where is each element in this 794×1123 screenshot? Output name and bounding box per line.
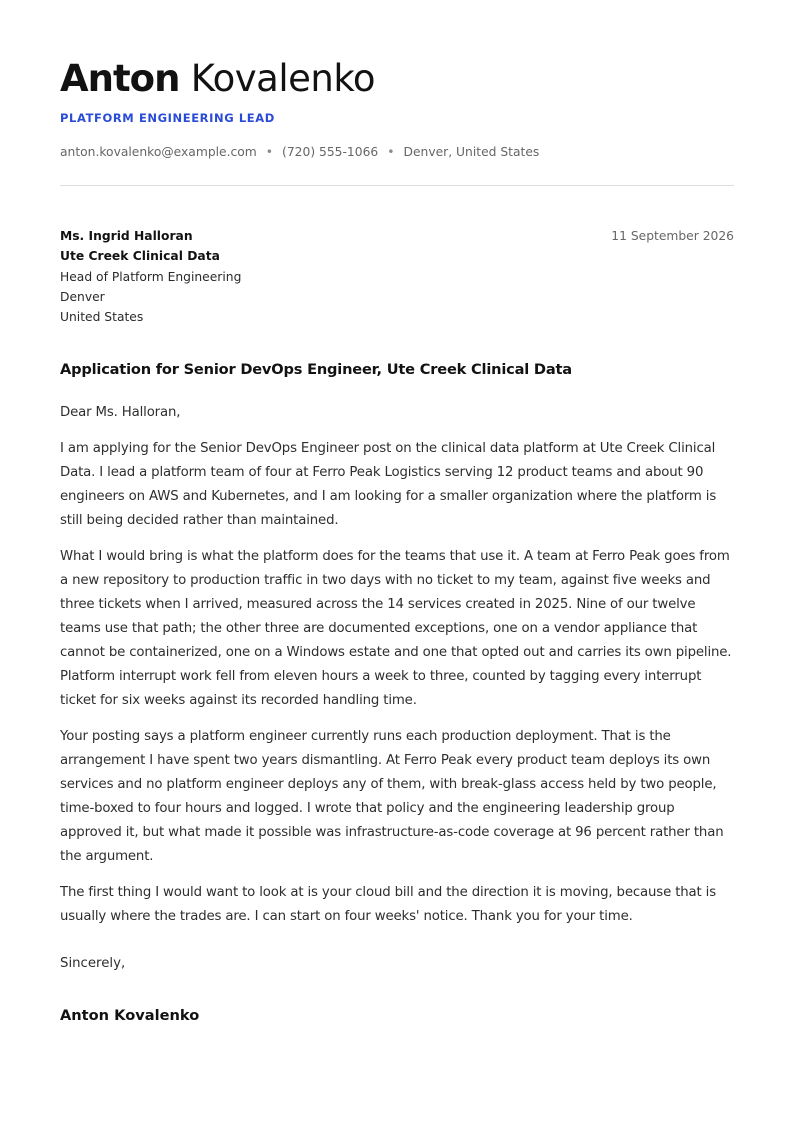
contact-separator: • [387,145,395,159]
applicant-first-name: Anton [60,57,180,100]
letter-date: 11 September 2026 [611,229,734,243]
contact-line [60,145,539,159]
recipient-block [60,226,241,327]
closing: Sincerely, [60,956,126,971]
applicant-role: PLATFORM ENGINEERING LEAD [60,111,275,125]
recipient-name: Ms. Ingrid Halloran [60,229,193,243]
recipient-country: United States [60,310,144,325]
header-divider [60,185,734,186]
applicant-name [60,56,375,102]
contact-phone: (720) 555-1066 [282,145,379,159]
recipient-title: Head of Platform Engineering [60,269,242,284]
body-paragraph: What I would bring is what the platform does for the teams that use it. A team at Ferro Peak goes from a new repository to production traffic in two days with no ticket to my team, against five weeks and three tickets when I arrived, measured across the 14 services created in 2025. Nine of our twelve teams use that path; the other three are documented exceptions, one on a vendor appliance that cannot be containerized, one on a Windows estate and one that opted out and carries its own pipeline. Platform interrupt work fell from eleven hours a week to three, counted by tagging every interrupt ticket for six weeks against its recorded handling time. [60,549,732,708]
contact-location: Denver, United States [403,145,540,159]
applicant-last-name: Kovalenko [190,57,376,100]
recipient-city: Denver [60,289,105,304]
salutation: Dear Ms. Halloran, [60,405,181,420]
body-paragraph: I am applying for the Senior DevOps Engineer post on the clinical data platform at Ute Creek Clinical Data. I lead a platform team of four at Ferro Peak Logistics serving 12 product teams and about 90 engineers on AWS and Kubernetes, and I am looking for a smaller organization where the platform is still being decided rather than maintained. [60,441,717,528]
body-paragraph: Your posting says a platform engineer currently runs each production deployment. That is the arrangement I have spent two years dismantling. At Ferro Peak every product team deploys its own services and no platform engineer deploys any of them, with break-glass access held by two people, time-boxed to four hours and logged. I wrote that policy and the engineering leadership group approved it, but what made it possible was infrastructure-as-code coverage at 96 percent rather than the argument. [60,729,724,864]
contact-separator: • [265,145,274,159]
letter-subject: Application for Senior DevOps Engineer, Ute Creek Clinical Data [60,361,572,378]
letter-body [60,401,734,941]
contact-email: anton.kovalenko@example.com [60,145,257,159]
recipient-company: Ute Creek Clinical Data [60,249,220,264]
body-paragraph: The first thing I would want to look at is your cloud bill and the direction it is moving, because that is usually where the trades are. I can start on four weeks' notice. Thank you for your time. [60,885,716,924]
signature-name: Anton Kovalenko [60,1007,200,1024]
